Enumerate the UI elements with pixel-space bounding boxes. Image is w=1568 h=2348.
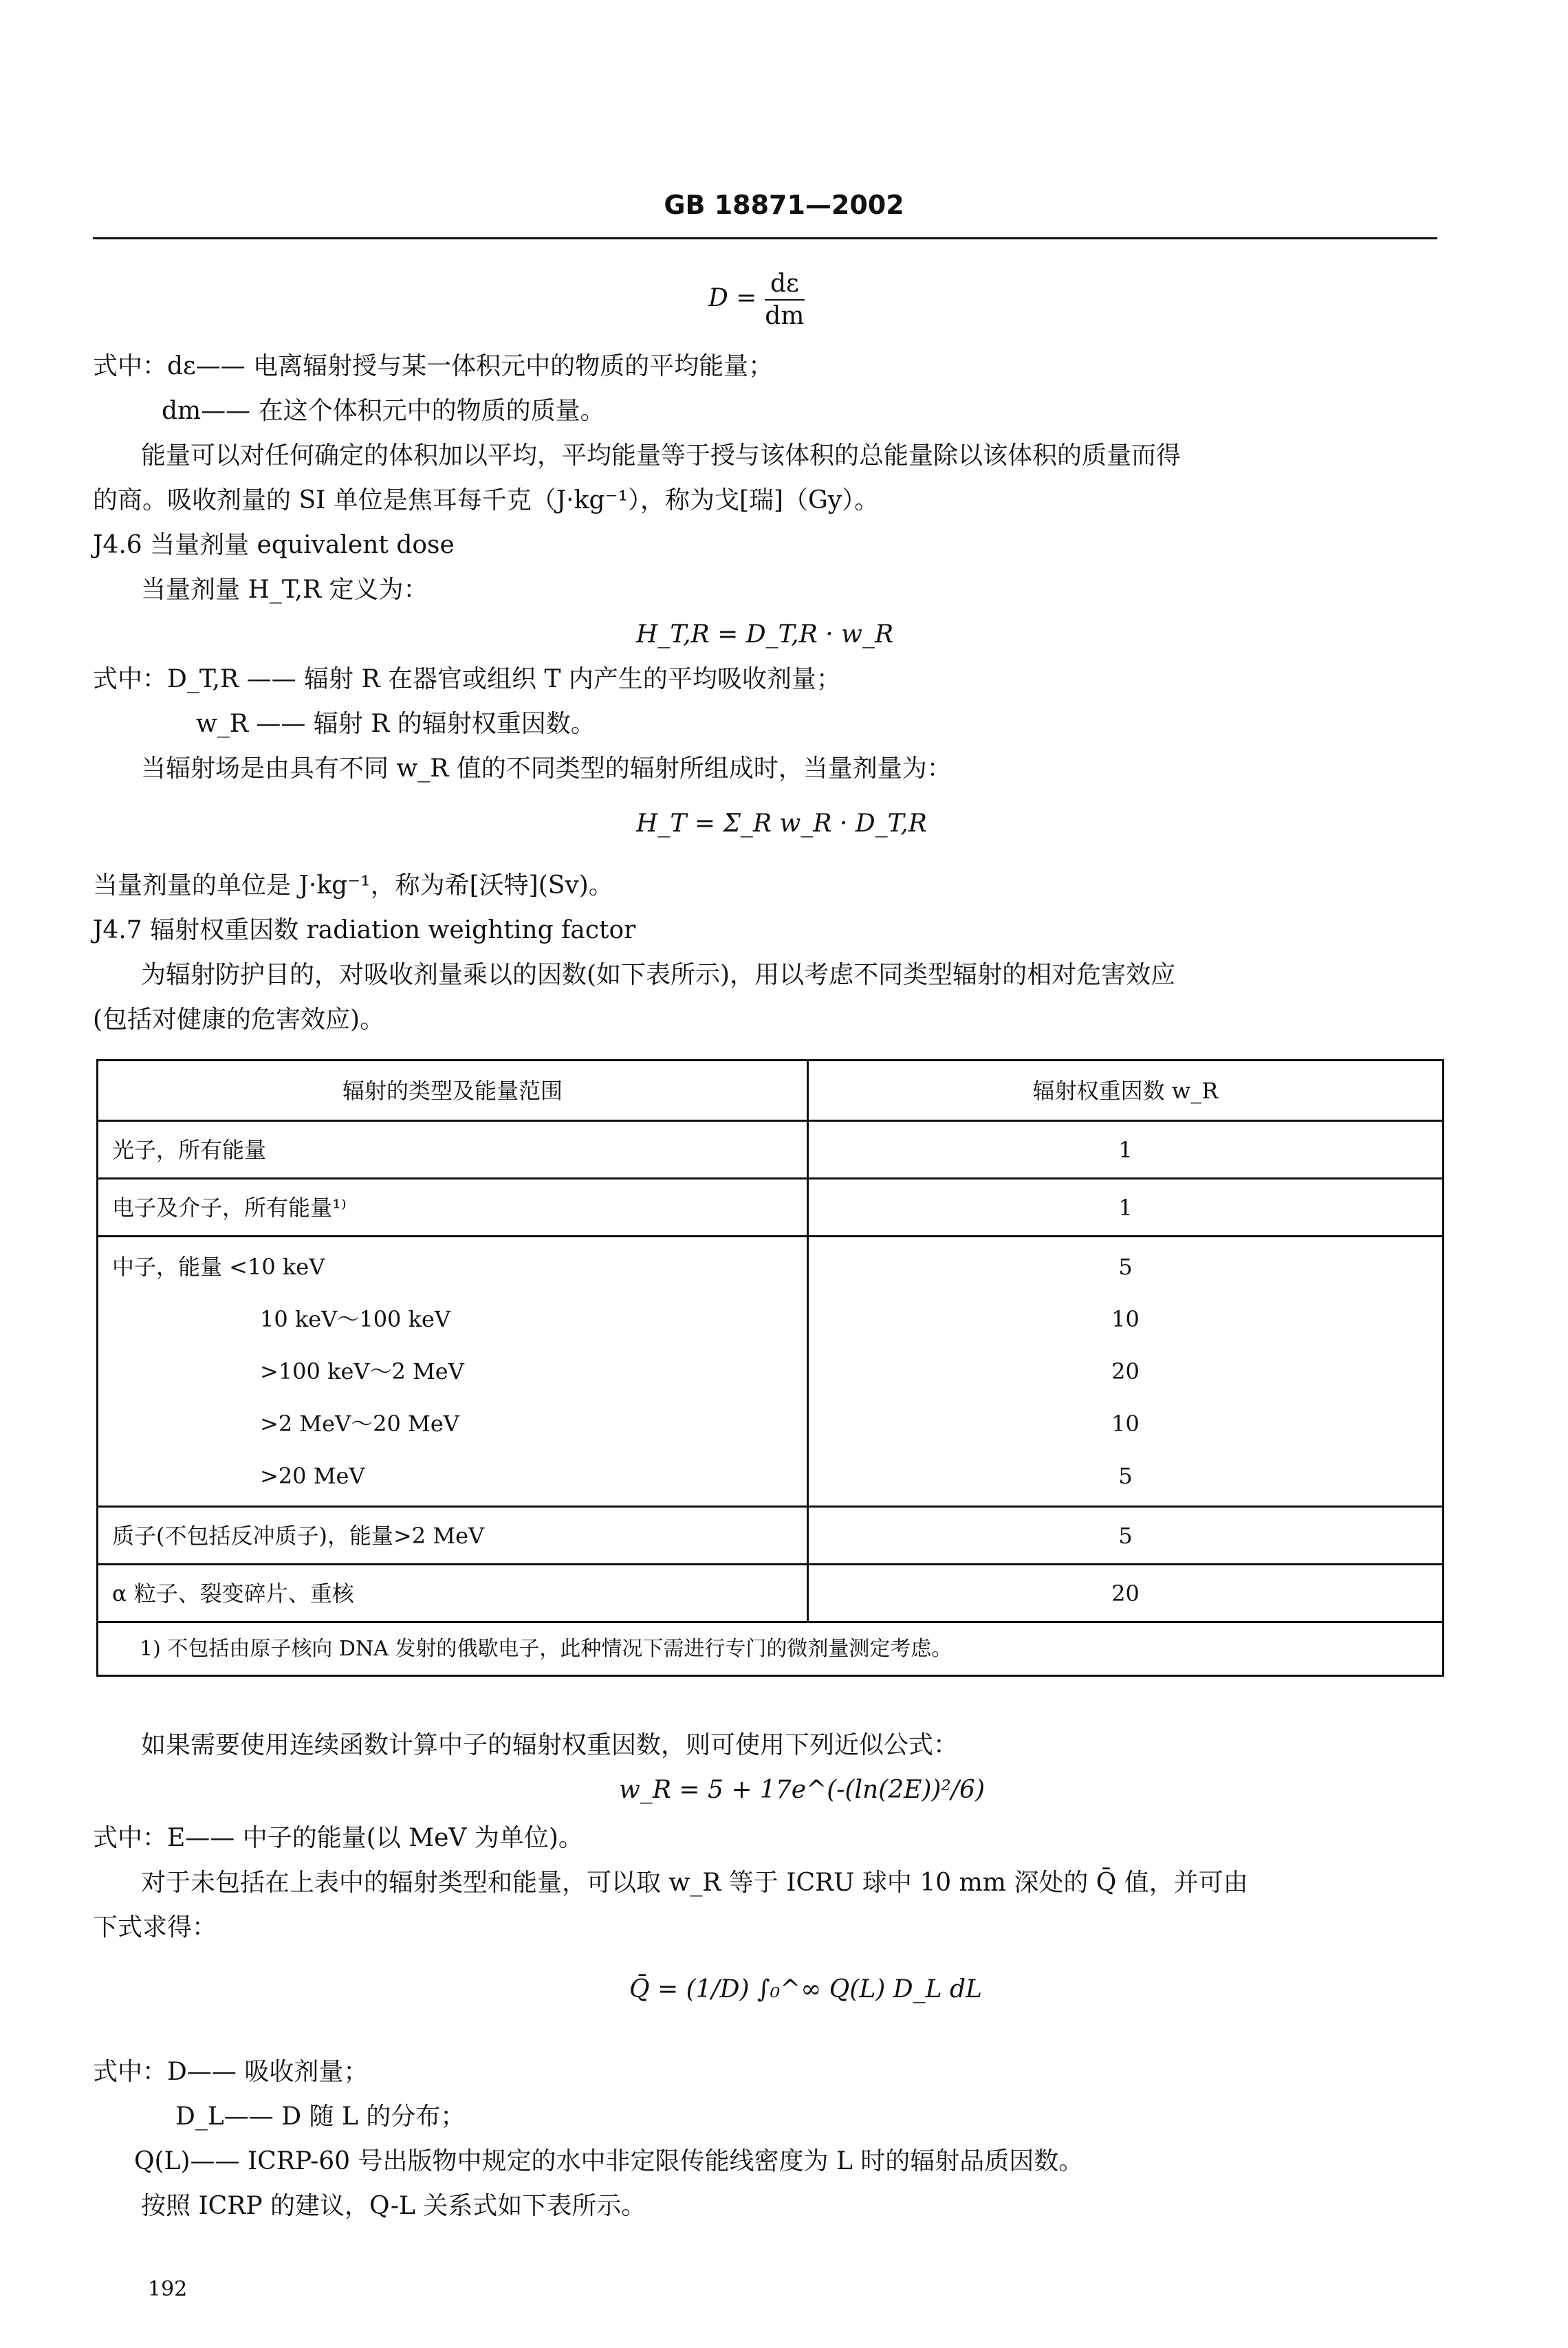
table-cell-type: 电子及介子，所有能量¹⁾ <box>98 1179 808 1237</box>
after-def: 式中：E—— 中子的能量(以 MeV 为单位)。 <box>93 1824 583 1852</box>
sec46-def1-text: D_T,R —— 辐射 R 在器官或组织 T 内产生的平均吸收剂量； <box>167 665 841 693</box>
weighting-factor-table <box>96 1059 1444 1677</box>
neutron-value: 10 <box>1111 1411 1140 1437</box>
neutron-type: 中子，能量 <10 keV <box>112 1254 325 1280</box>
table-cell-type: 质子(不包括反冲质子)，能量>2 MeV <box>98 1507 808 1565</box>
equation-absorbed-dose <box>708 268 805 331</box>
after-def2-line3: Q(L)—— ICRP-60 号出版物中规定的水中非定限传能线密度为 L 时的辐射品质因数。 <box>134 2147 1084 2175</box>
page-number: 192 <box>148 2277 188 2301</box>
table-cell-type: 光子，所有能量 <box>98 1121 808 1179</box>
eq1-denominator: dm <box>765 302 805 330</box>
sec46-intro: 当量剂量 H_T,R 定义为： <box>141 576 428 604</box>
para1-line1: 能量可以对任何确定的体积加以平均，平均能量等于授与该体积的总能量除以该体积的质量而得 <box>141 442 1182 470</box>
neutron-wr-equation: w_R = 5 + 17e^(-(ln(2E))²/6) <box>619 1776 985 1804</box>
table-footnote-row <box>98 1622 1444 1676</box>
neutron-type: >100 keV～2 MeV <box>260 1358 464 1384</box>
after-para2-line2: 下式求得： <box>93 1913 217 1942</box>
sec46-def1 <box>93 664 841 695</box>
table-cell-w: 1 <box>808 1121 1444 1179</box>
table-cell-w: 1 <box>808 1179 1444 1237</box>
neutron-value: 20 <box>1111 1358 1140 1384</box>
sec46-para: 当辐射场是由具有不同 w_R 值的不同类型的辐射所组成时，当量剂量为： <box>141 754 952 783</box>
section-j4-6-heading: J4.6 当量剂量 equivalent dose <box>93 531 455 559</box>
after-def2-line2: D_L—— D 随 L 的分布； <box>175 2102 466 2131</box>
after-def2-1: D—— 吸收剂量； <box>167 2058 369 2086</box>
table-cell-w: 5 <box>808 1507 1444 1565</box>
sec46-equation2: H_T = Σ_R w_R · D_T,R <box>636 809 927 838</box>
table-cell-w: 20 <box>808 1565 1444 1622</box>
sec47-para-line1: 为辐射防护目的，对吸收剂量乘以的因数(如下表所示)，用以考虑不同类型辐射的相对危害效应 <box>141 961 1176 989</box>
table-row <box>98 1565 1444 1622</box>
table-row-neutron <box>98 1237 1444 1507</box>
sec47-para-line2: (包括对健康的危害效应)。 <box>93 1005 385 1034</box>
after-para2-line1: 对于未包括在上表中的辐射类型和能量，可以取 w_R 等于 ICRU 球中 10 mm 深处的 Q̄ 值，并可由 <box>141 1869 1248 1897</box>
sec46-def2: w_R —— 辐射 R 的辐射权重因数。 <box>196 710 596 738</box>
sec46-equation: H_T,R = D_T,R · w_R <box>636 620 894 649</box>
sec46-def-prefix: 式中： <box>93 665 168 693</box>
neutron-value: 5 <box>1118 1463 1133 1489</box>
table-header-type: 辐射的类型及能量范围 <box>98 1061 808 1121</box>
eq1-numerator: dε <box>765 268 805 301</box>
table-row <box>98 1507 1444 1565</box>
para1-line2: 的商。吸收剂量的 SI 单位是焦耳每千克（J·kg⁻¹），称为戈[瑞]（Gy）。 <box>93 486 880 514</box>
neutron-type: >20 MeV <box>260 1463 365 1489</box>
def1-line2: dm—— 在这个体积元中的物质的质量。 <box>162 397 605 425</box>
eq1-lhs: D = <box>708 284 757 312</box>
after-last: 按照 ICRP 的建议，Q-L 关系式如下表所示。 <box>141 2192 646 2220</box>
after-def2-line1 <box>93 2056 368 2087</box>
standard-number: GB 18871—2002 <box>664 190 904 220</box>
def1-prefix: 式中： <box>93 352 168 380</box>
def1-line1 <box>93 351 773 382</box>
neutron-value: 5 <box>1118 1254 1133 1280</box>
neutron-type: 10 keV～100 keV <box>260 1306 451 1332</box>
eq1-fraction <box>765 268 805 331</box>
q-bar-equation: Q̄ = (1/D) ∫₀^∞ Q(L) D_L dL <box>629 1975 982 2003</box>
table-header-w: 辐射权重因数 w_R <box>808 1061 1444 1121</box>
table-cell-neutron-values <box>808 1237 1444 1507</box>
table-row <box>98 1121 1444 1179</box>
def1-text1: dε—— 电离辐射授与某一体积元中的物质的平均能量； <box>167 352 774 380</box>
neutron-value: 10 <box>1111 1306 1140 1332</box>
table-row <box>98 1179 1444 1237</box>
table-cell-type: α 粒子、裂变碎片、重核 <box>98 1565 808 1622</box>
table-footnote: 1) 不包括由原子核向 DNA 发射的俄歇电子，此种情况下需进行专门的微剂量测定考虑。 <box>98 1622 1444 1676</box>
sec46-unit: 当量剂量的单位是 J·kg⁻¹，称为希[沃特](Sv)。 <box>93 871 613 900</box>
neutron-type: >2 MeV～20 MeV <box>260 1411 459 1437</box>
after-def2-prefix: 式中： <box>93 2058 168 2086</box>
table-header-row <box>98 1061 1444 1121</box>
section-j4-7-heading: J4.7 辐射权重因数 radiation weighting factor <box>93 916 636 944</box>
header-rule <box>93 237 1437 239</box>
after-para1: 如果需要使用连续函数计算中子的辐射权重因数，则可使用下列近似公式： <box>141 1731 959 1759</box>
table-cell-neutron-types <box>98 1237 808 1507</box>
